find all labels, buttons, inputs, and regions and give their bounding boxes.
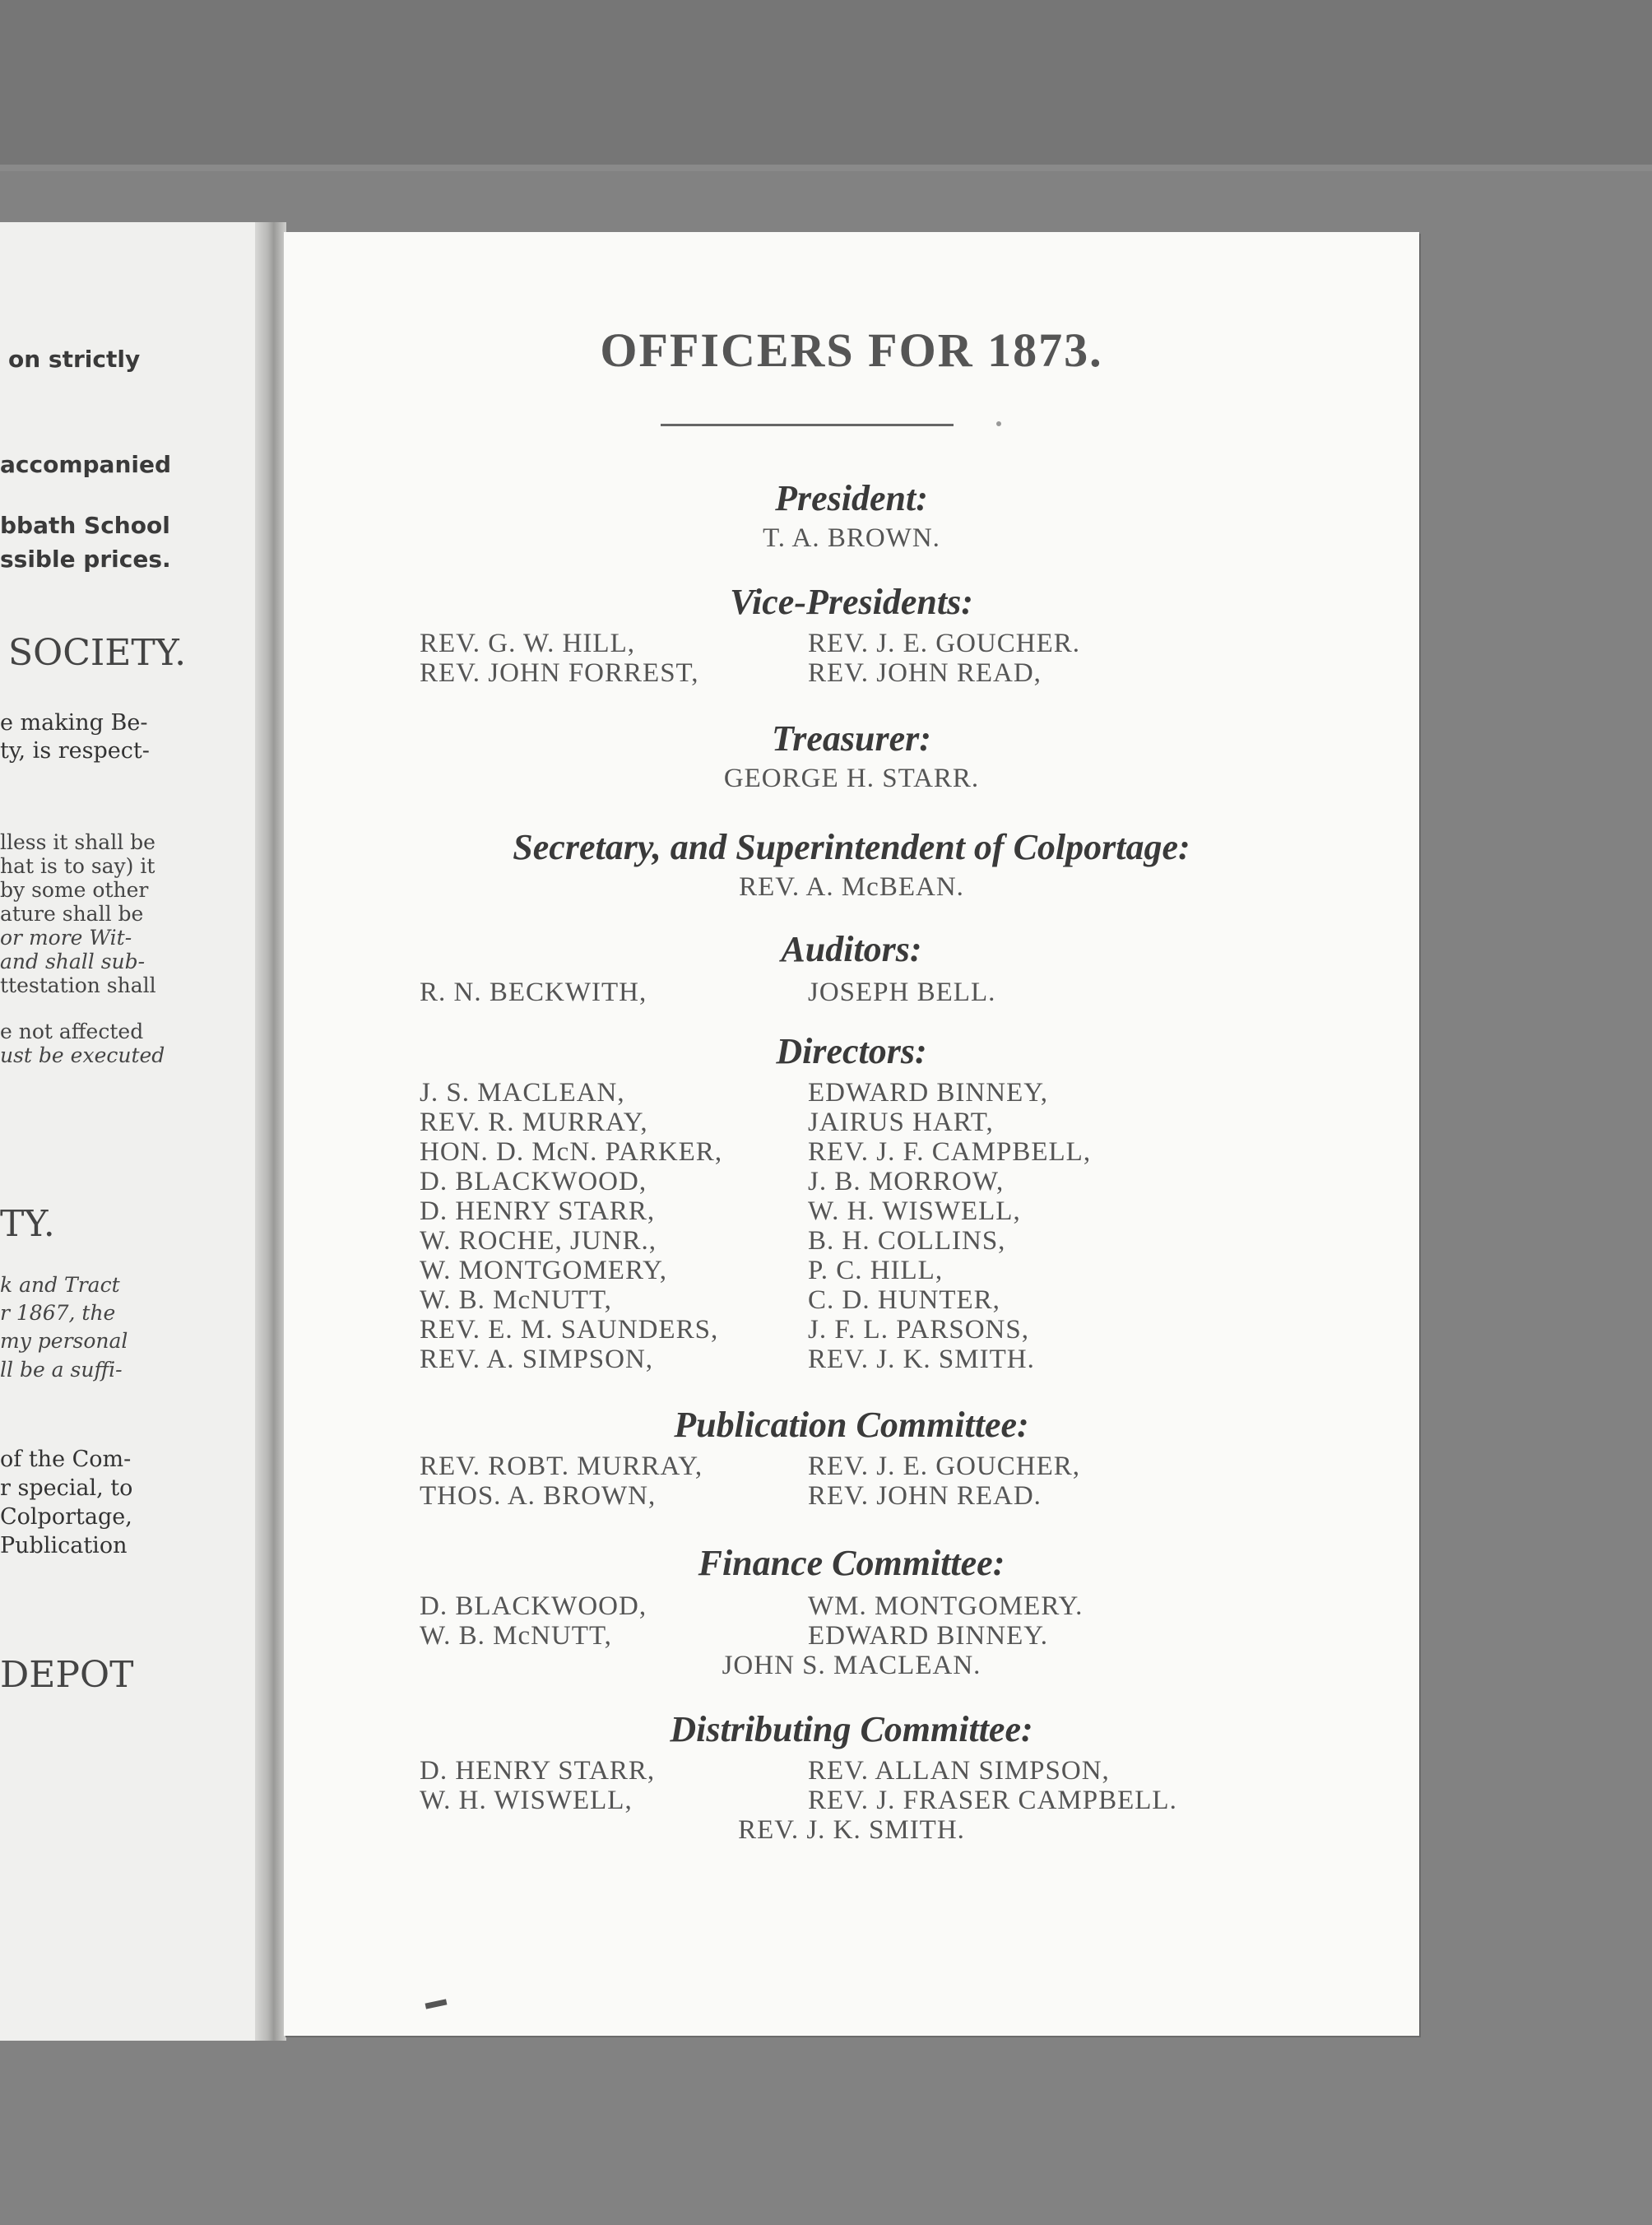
- facing-heading: SOCIETY.: [8, 632, 187, 674]
- facing-line: by some other: [0, 878, 149, 902]
- facing-line: or more Wit-: [0, 926, 132, 950]
- director-name: B. H. COLLINS,: [808, 1226, 1006, 1256]
- vice-presidents-heading: Vice-Presidents:: [730, 582, 973, 622]
- facing-line: and shall sub-: [0, 950, 146, 973]
- facing-line: e not affected: [0, 1020, 144, 1043]
- facing-line: ttestation shall: [0, 973, 156, 997]
- director-name: JAIRUS HART,: [808, 1108, 994, 1137]
- title-rule: [661, 424, 954, 426]
- director-name: REV. E. M. SAUNDERS,: [420, 1315, 719, 1345]
- facing-line: on strictly: [8, 346, 141, 373]
- book-gutter: [255, 222, 286, 2041]
- finance-committee-name: EDWARD BINNEY.: [808, 1621, 1049, 1651]
- directors-heading: Directors:: [776, 1031, 927, 1071]
- vice-president-name: REV. JOHN READ,: [808, 658, 1042, 688]
- director-name: W. H. WISWELL,: [808, 1196, 1021, 1226]
- publication-committee-name: REV. JOHN READ.: [808, 1481, 1042, 1511]
- page-title: OFFICERS FOR 1873.: [600, 323, 1103, 377]
- facing-line: ll be a suffi-: [0, 1358, 123, 1382]
- director-name: REV. R. MURRAY,: [420, 1108, 648, 1137]
- director-name: HON. D. McN. PARKER,: [420, 1137, 723, 1167]
- distributing-committee-name: W. H. WISWELL,: [420, 1786, 633, 1815]
- treasurer-heading: Treasurer:: [772, 718, 931, 759]
- finance-committee-name: D. BLACKWOOD,: [420, 1591, 647, 1621]
- ink-smudge: [425, 1999, 448, 2009]
- distributing-committee-name: REV. ALLAN SIMPSON,: [808, 1756, 1110, 1786]
- vice-president-name: REV. J. E. GOUCHER.: [808, 629, 1081, 658]
- finance-committee-name: W. B. McNUTT,: [420, 1621, 612, 1651]
- facing-line: k and Tract: [0, 1273, 120, 1297]
- officers-page: [284, 232, 1419, 2036]
- director-name: W. MONTGOMERY,: [420, 1256, 667, 1285]
- publication-committee-heading: Publication Committee:: [674, 1405, 1029, 1445]
- auditor-name: JOSEPH BELL.: [808, 978, 996, 1007]
- finance-committee-name: JOHN S. MACLEAN.: [722, 1651, 981, 1680]
- facing-page: [0, 222, 267, 2041]
- facing-line: r 1867, the: [0, 1301, 116, 1325]
- publication-committee-name: REV. ROBT. MURRAY,: [420, 1452, 703, 1481]
- director-name: D. BLACKWOOD,: [420, 1167, 647, 1196]
- facing-line: ust be executed: [0, 1043, 165, 1067]
- scan-background-top: [0, 0, 1652, 165]
- vice-president-name: REV. JOHN FORREST,: [420, 658, 699, 688]
- facing-heading: DEPOT: [0, 1654, 134, 1696]
- director-name: EDWARD BINNEY,: [808, 1078, 1049, 1108]
- facing-line: lless it shall be: [0, 830, 155, 854]
- facing-line: Publication: [0, 1533, 128, 1558]
- distributing-committee-name: D. HENRY STARR,: [420, 1756, 656, 1786]
- finance-committee-heading: Finance Committee:: [698, 1543, 1005, 1583]
- president-name: T. A. BROWN.: [763, 523, 940, 553]
- facing-line: my personal: [0, 1329, 128, 1353]
- director-name: REV. J. F. CAMPBELL,: [808, 1137, 1092, 1167]
- director-name: REV. A. SIMPSON,: [420, 1345, 654, 1374]
- director-name: W. B. McNUTT,: [420, 1285, 612, 1315]
- director-name: C. D. HUNTER,: [808, 1285, 1000, 1315]
- director-name: J. F. L. PARSONS,: [808, 1315, 1029, 1345]
- president-heading: President:: [775, 478, 928, 518]
- distributing-committee-name: REV. J. K. SMITH.: [738, 1815, 965, 1845]
- distributing-committee-name: REV. J. FRASER CAMPBELL.: [808, 1786, 1177, 1815]
- facing-line: e making Be-: [0, 710, 148, 736]
- facing-line: accompanied: [0, 451, 172, 478]
- facing-line: ssible prices.: [0, 546, 171, 573]
- facing-line: Colportage,: [0, 1504, 132, 1530]
- treasurer-name: GEORGE H. STARR.: [723, 764, 980, 793]
- facing-line: ty, is respect-: [0, 738, 150, 764]
- director-name: D. HENRY STARR,: [420, 1196, 656, 1226]
- publication-committee-name: THOS. A. BROWN,: [420, 1481, 657, 1511]
- facing-line: of the Com-: [0, 1447, 132, 1472]
- auditors-heading: Auditors:: [781, 929, 922, 969]
- director-name: J. B. MORROW,: [808, 1167, 1005, 1196]
- director-name: W. ROCHE, JUNR.,: [420, 1226, 657, 1256]
- secretary-name: REV. A. McBEAN.: [739, 872, 964, 902]
- vice-president-name: REV. G. W. HILL,: [420, 629, 635, 658]
- secretary-heading: Secretary, and Superintendent of Colportage:: [513, 827, 1190, 867]
- publication-committee-name: REV. J. E. GOUCHER,: [808, 1452, 1081, 1481]
- director-name: REV. J. K. SMITH.: [808, 1345, 1035, 1374]
- finance-committee-name: WM. MONTGOMERY.: [808, 1591, 1084, 1621]
- facing-heading: TY.: [0, 1203, 55, 1245]
- facing-line: r special, to: [0, 1475, 133, 1501]
- director-name: J. S. MACLEAN,: [420, 1078, 625, 1108]
- director-name: P. C. HILL,: [808, 1256, 944, 1285]
- scan-background-stripe: [0, 165, 1652, 171]
- facing-line: bbath School: [0, 512, 170, 539]
- distributing-committee-heading: Distributing Committee:: [670, 1709, 1033, 1749]
- auditor-name: R. N. BECKWITH,: [420, 978, 647, 1007]
- facing-line: ature shall be: [0, 902, 144, 926]
- speck: [996, 421, 1001, 426]
- facing-line: hat is to say) it: [0, 854, 155, 878]
